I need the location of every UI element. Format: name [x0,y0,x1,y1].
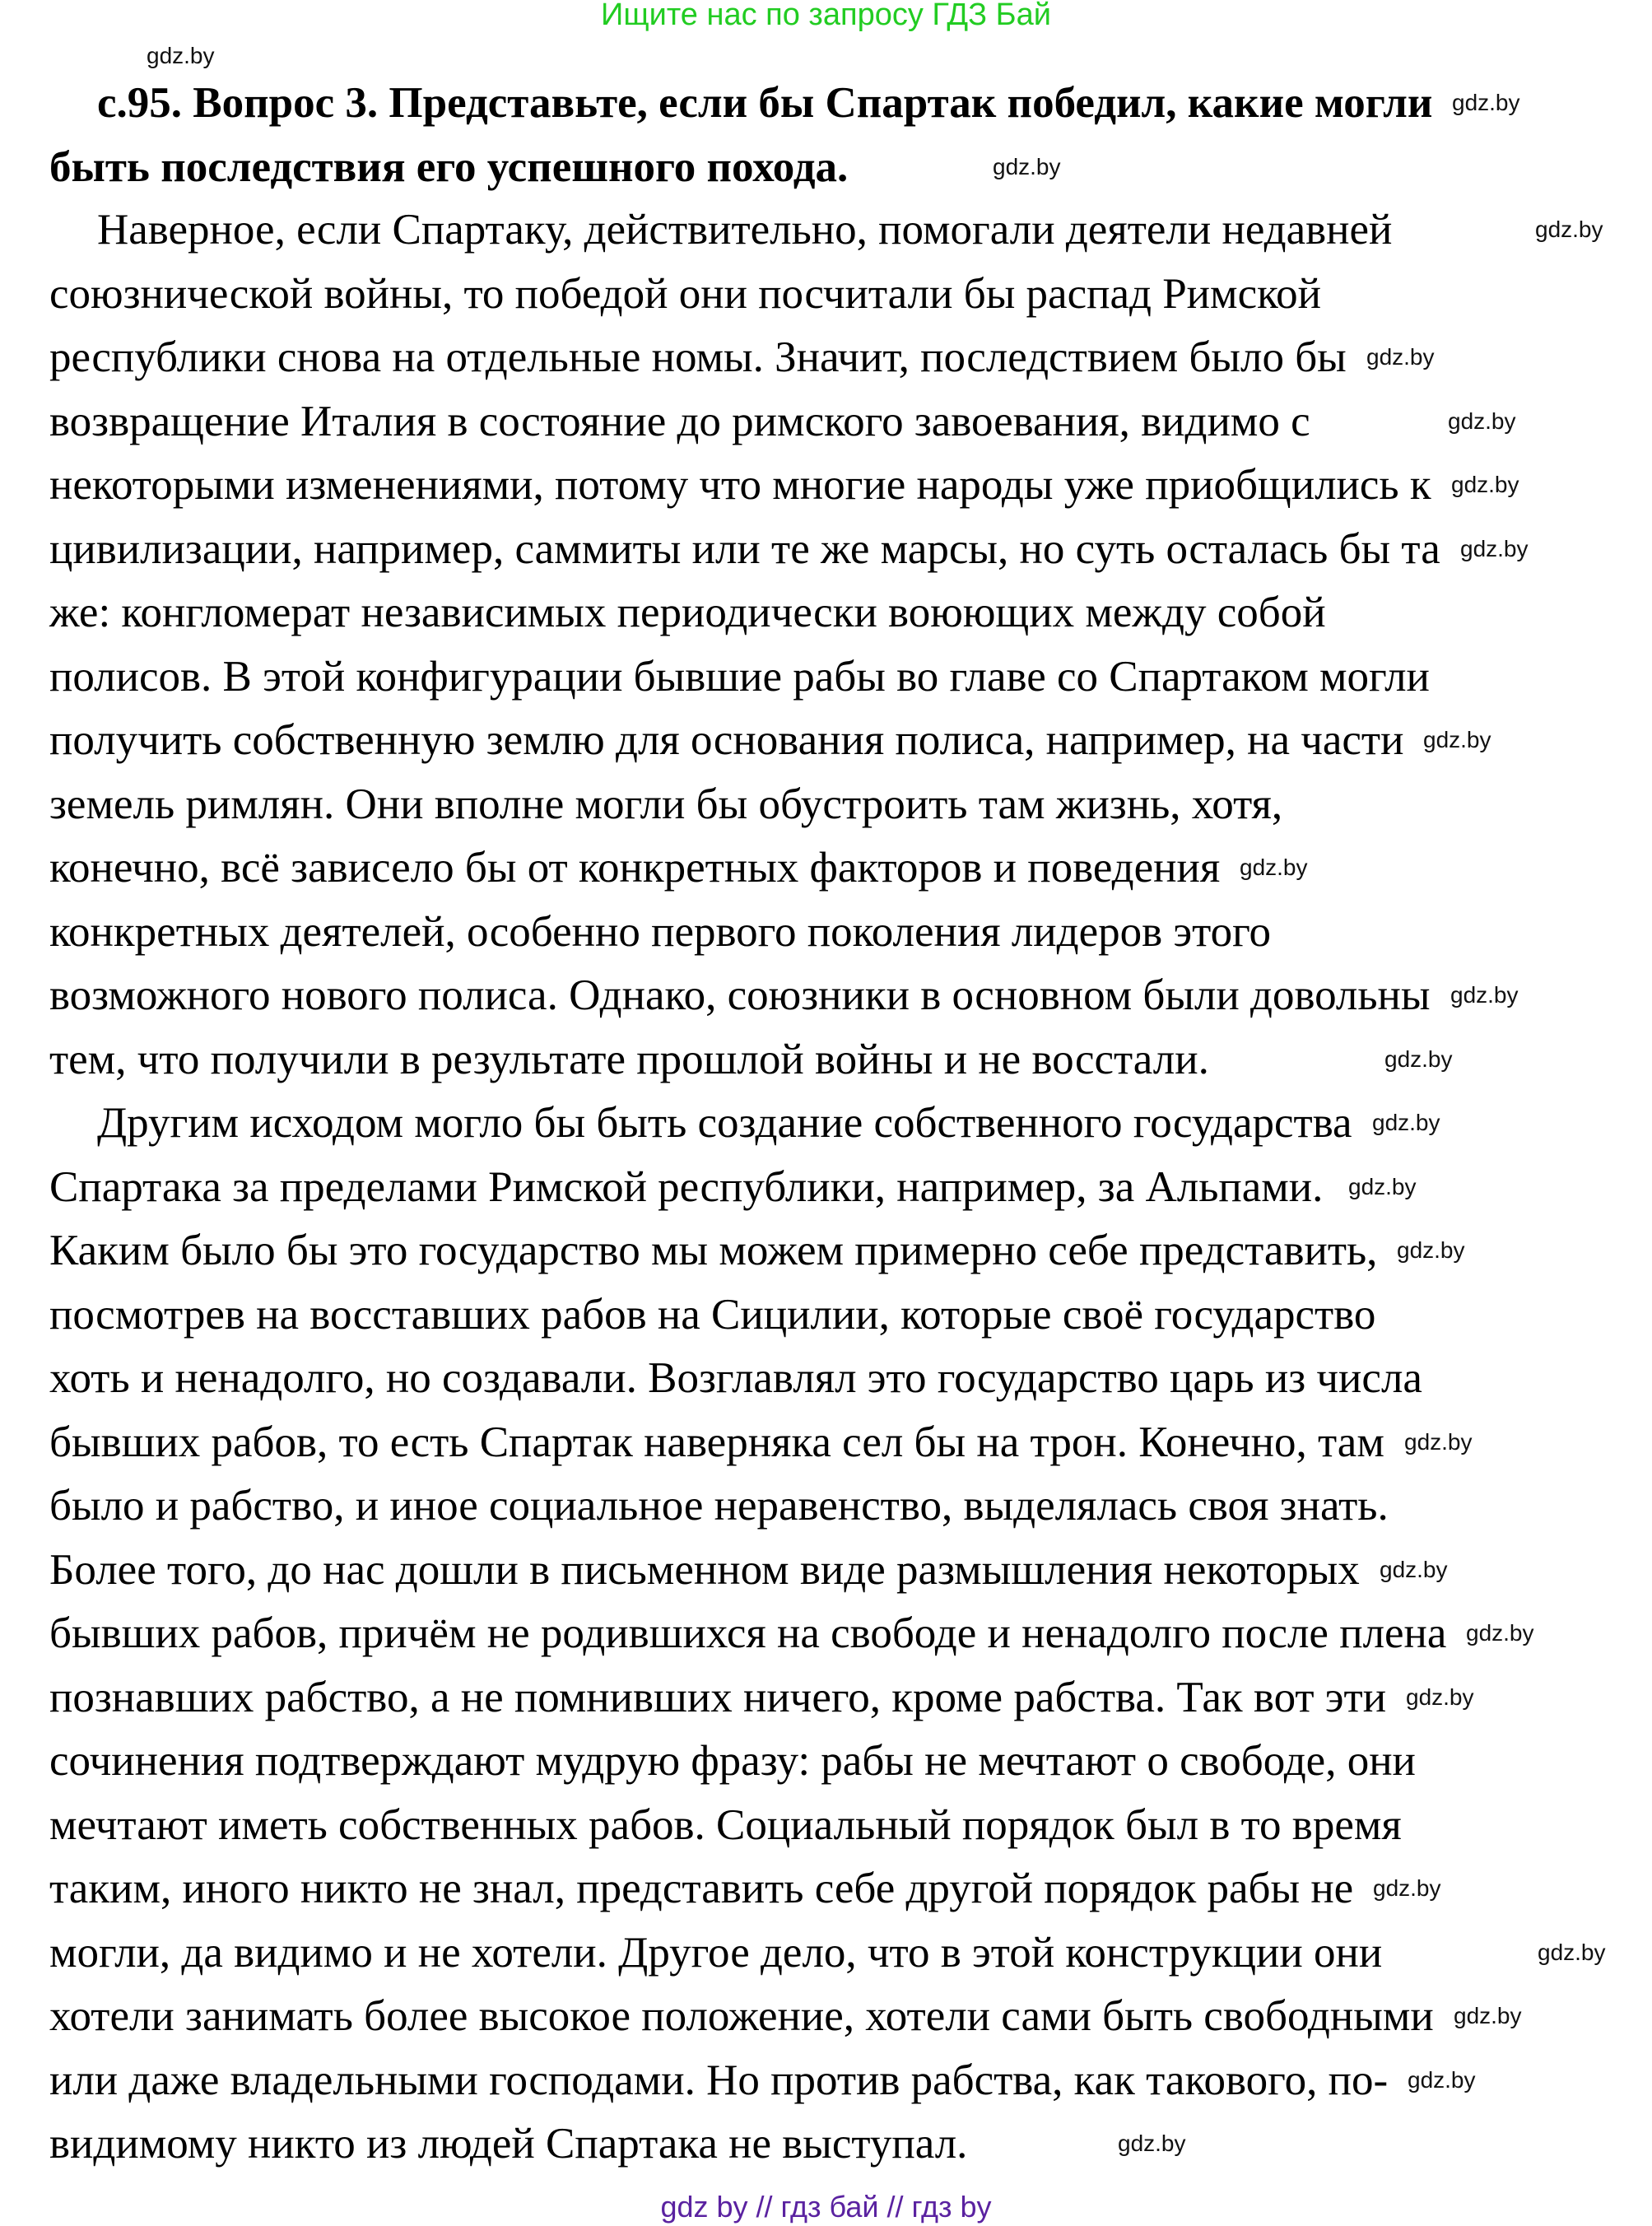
watermark-text: gdz.by [1406,1683,1474,1710]
answer-text-line: земель римлян. Они вполне могли бы обустроить там жизнь, хотя, [49,780,1283,828]
answer-text-line: посмотрев на восставших рабов на Сицилии, которые своё государство [49,1290,1376,1339]
answer-text-line: получить собственную землю для основания полиса, например, на части [49,716,1404,764]
answer-text-line: таким, иного никто не знал, представить себе другой порядок рабы не [49,1865,1354,1912]
watermark-text: gdz.by [1423,727,1491,752]
watermark-text: gdz.by [1538,1939,1606,1965]
answer-text-line: Другим исходом могло бы быть создание собственного государства [97,1099,1352,1147]
watermark-text: gdz.by [1366,344,1435,370]
watermark-text: gdz.by [1452,90,1520,115]
answer-text-line: бывших рабов, причём не родившихся на свободе и ненадолго после плена [49,1609,1447,1657]
answer-text-line: сочинения подтверждают мудрую фразу: рабы не мечтают о свободе, они [49,1737,1416,1785]
watermark-text: gdz.by [1240,855,1308,880]
answer-text-line: Более того, до нас дошли в письменном виде размышления некоторых [49,1545,1360,1594]
watermark-text: gdz.by [1408,2066,1476,2093]
answer-text-line: тем, что получили в результате прошлой войны и не восстали. [49,1035,1209,1083]
watermark-text: gdz.by [1118,2131,1186,2156]
watermark-text: gdz.by [1535,217,1603,242]
answer-text-line: Спартака за пределами Римской республики, например, за Альпами. [49,1162,1324,1211]
answer-text-line: союзнической войны, то победой они посчитали бы распад Римской [49,269,1322,318]
answer-text-line: или даже владельными господами. Но против рабства, как такового, по- [49,2056,1389,2104]
answer-text-line: Каким было бы это государство мы можем примерно себе представить, [49,1227,1378,1274]
question-title-line: быть последствия его успешного похода. [49,143,849,191]
answer-text-line: было и рабство, и иное социальное неравенство, выделялась своя знать. [49,1482,1389,1530]
watermark-text: gdz.by [1450,982,1519,1008]
watermark-text: gdz.by [1466,1620,1534,1646]
watermark-text: gdz.by [1460,535,1529,561]
search-banner: Ищите нас по запросу ГДЗ Бай [601,0,1051,32]
answer-text-line: Наверное, если Спартаку, действительно, помогали деятели недавней [97,206,1393,254]
watermark-text: gdz.by [993,154,1061,179]
watermark-text: gdz.by [1454,2003,1522,2028]
answer-text-line: мечтают иметь собственных рабов. Социальный порядок был в то время [49,1800,1402,1849]
question-title-line: с.95. Вопрос 3. Представьте, если бы Спартак победил, какие могли [97,79,1433,127]
answer-text-line: могли, да видимо и не хотели. Другое дело, что в этой конструкции они [49,1928,1383,1977]
answer-text-line: бывших рабов, то есть Спартак наверняка сел бы на трон. Конечно, там [49,1418,1384,1466]
watermark-text: gdz.by [1384,1045,1453,1072]
answer-text-line: хоть и ненадолго, но создавали. Возглавлял это государство царь из числа [49,1354,1422,1402]
answer-text-line: хотели занимать более высокое положение, хотели сами быть свободными [49,1992,1434,2040]
answer-text-line: некоторыми изменениями, потому что многие народы уже приобщились к [49,461,1431,509]
answer-text-line: конкретных деятелей, особенно первого поколения лидеров этого [49,907,1272,956]
answer-text-line: возможного нового полиса. Однако, союзники в основном были довольны [49,971,1431,1019]
watermark-text: gdz.by [147,43,215,68]
answer-text-line: республики снова на отдельные номы. Значит, последствием было бы [49,333,1347,381]
watermark-text: gdz.by [1373,1875,1441,1901]
watermark-text: gdz.by [1397,1237,1465,1263]
answer-text-line: конечно, всё зависело бы от конкретных факторов и поведения [49,844,1221,892]
watermark-text: gdz.by [1404,1428,1473,1455]
watermark-text: gdz.by [1372,1110,1440,1135]
watermark-text: gdz.by [1448,407,1516,434]
watermark-text: gdz.by [1380,1556,1448,1582]
answer-text-line: видимому никто из людей Спартака не выступал. [49,2120,968,2168]
footer-banner: gdz by // гдз бай // гдз by [660,2190,992,2224]
answer-text-line: полисов. В этой конфигурации бывшие рабы во главе со Спартаком могли [49,652,1430,701]
answer-text-line: же: конгломерат независимых периодически воюющих между собой [49,589,1326,636]
answer-text-line: возвращение Италия в состояние до римского завоевания, видимо с [49,397,1310,445]
watermark-text: gdz.by [1451,472,1519,497]
watermark-text: gdz.by [1348,1173,1417,1199]
answer-text-line: цивилизации, например, саммиты или те же марсы, но суть осталась бы та [49,524,1440,573]
answer-text-line: познавших рабство, а не помнивших ничего, кроме рабства. Так вот эти [49,1673,1387,1721]
